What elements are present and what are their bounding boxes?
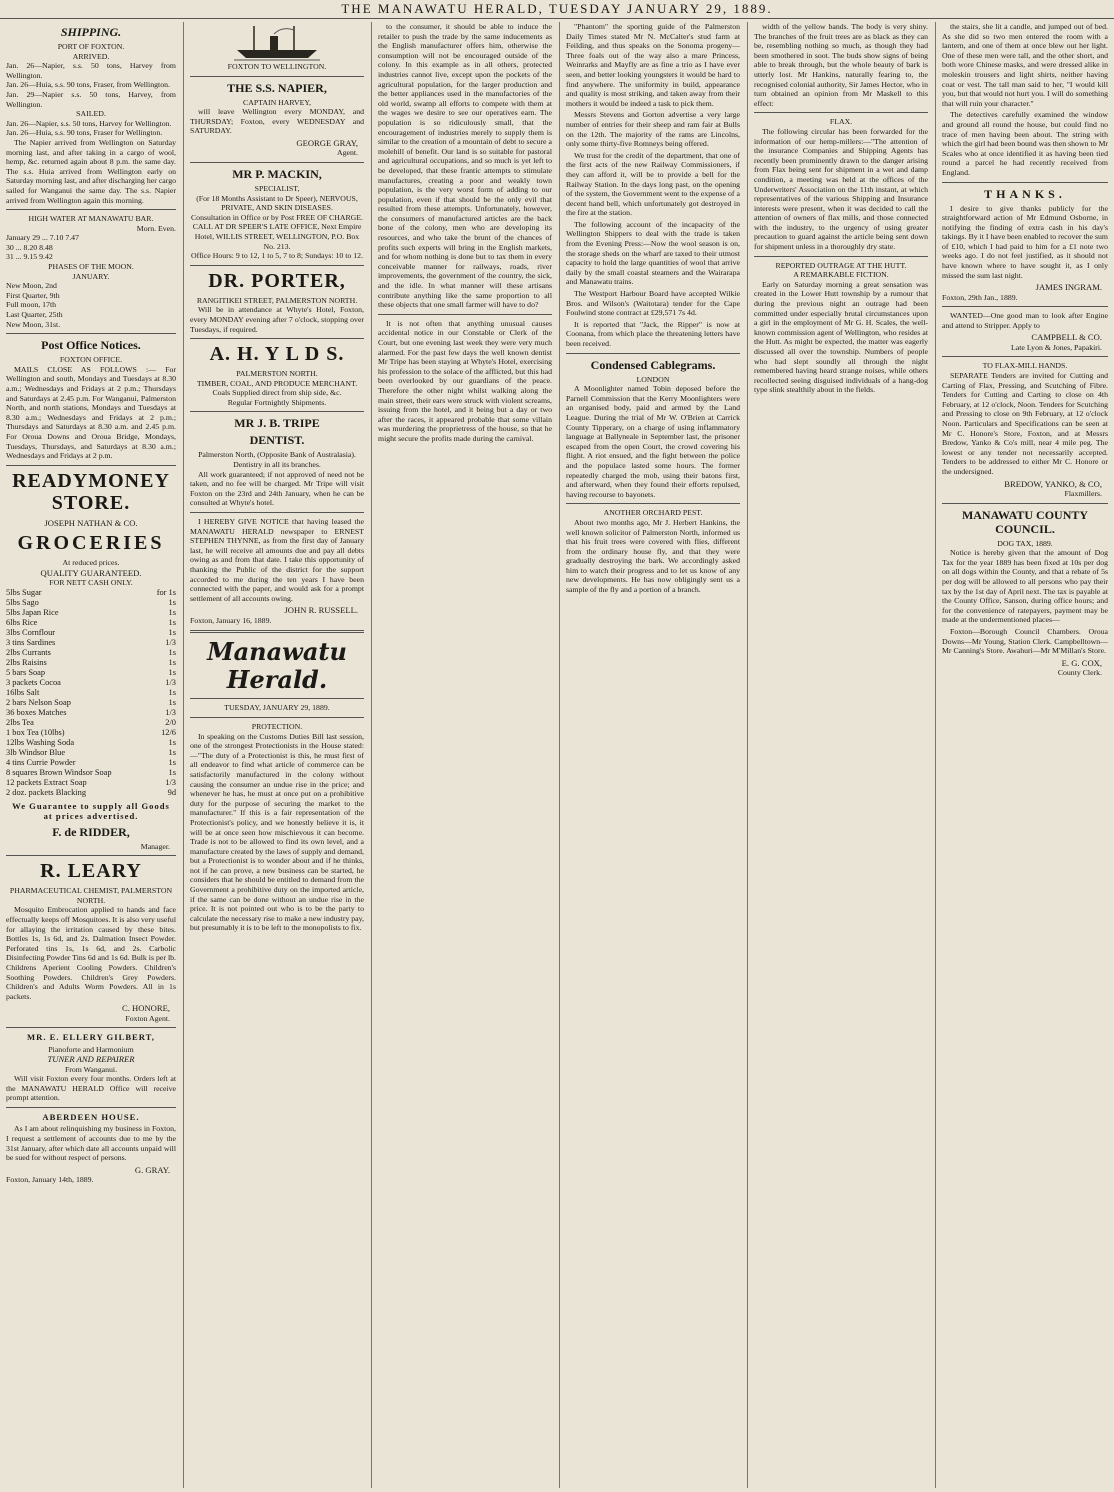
honore-role: Foxton Agent. bbox=[125, 1013, 170, 1023]
column-2 bbox=[190, 22, 364, 1488]
steamship-icon bbox=[232, 22, 322, 62]
price-value: 1s bbox=[168, 757, 176, 767]
hylds-text: Regular Fortnightly Shipments. bbox=[227, 397, 327, 407]
price-item: 2 bars Nelson Soap bbox=[6, 697, 71, 707]
price-row bbox=[6, 608, 176, 618]
outrage-sub: A REMARKABLE FICTION. bbox=[793, 270, 889, 280]
flax-hands-title: TO FLAX-MILL HANDS. bbox=[982, 361, 1068, 371]
leary-text: Mosquito Embrocation applied to hands and face effectually keeps off Mosquitoes. It is also very useful for allaying the irritation caused by these bites. Bottles 1s, 1s 6d, and 2s. Dalmation Insect Powder. Perforated tins 1s, 1s 6d, and 2s. Carbolic Disinfecting Powder Tins 6d and 1s 6d. Bulk is per lb. Childrens Aperient Cooling Powders. Children's Soothing Powders. Children's Grey Powders. Children's and Adults Worm Powders. All in 1s packets. bbox=[6, 905, 176, 1001]
column-rule bbox=[935, 22, 936, 1488]
column-rule bbox=[747, 22, 748, 1488]
price-row bbox=[6, 598, 176, 608]
column-rule bbox=[183, 22, 184, 1488]
column-5 bbox=[754, 22, 928, 1488]
price-value: 1/3 bbox=[165, 707, 176, 717]
price-row bbox=[6, 588, 176, 598]
price-item: 5lbs Japan Rice bbox=[6, 607, 59, 617]
aberdeen-title: ABERDEEN HOUSE. bbox=[42, 1112, 140, 1123]
price-row bbox=[6, 738, 176, 748]
price-item: 3lbs Cornflour bbox=[6, 627, 56, 637]
price-row bbox=[6, 718, 176, 728]
price-item: 2lbs Tea bbox=[6, 717, 34, 727]
column-rule bbox=[559, 22, 560, 1488]
leary-sub: PHARMACEUTICAL CHEMIST, PALMERSTON NORTH. bbox=[9, 886, 173, 905]
council-role: County Clerk. bbox=[1057, 668, 1102, 678]
gilbert-tune: TUNER AND REPAIRER bbox=[47, 1054, 135, 1065]
napier-captain: CAPTAIN HARVEY, bbox=[243, 97, 311, 107]
post-title: Post Office Notices. bbox=[41, 338, 141, 353]
price-row bbox=[6, 708, 176, 718]
hylds-name: A. H. Y L D S. bbox=[209, 343, 345, 366]
price-row bbox=[6, 758, 176, 768]
price-row bbox=[6, 748, 176, 758]
flax-title: FLAX. bbox=[829, 117, 853, 127]
honore-name: C. HONORE, bbox=[122, 1003, 170, 1014]
moon-phase: New Moon, 2nd bbox=[6, 281, 57, 291]
flax-hands-sig: BREDOW, YANKO, & CO, bbox=[1004, 478, 1102, 489]
column-rule bbox=[371, 22, 372, 1488]
flax-hands-text: SEPARATE Tenders are invited for Cutting and Carting of Flax, Pressing, and Scutching of Fibre. Tenders for Cutting and Carting to close on 4th February, at 12 o'clock, Noon. Tenders for Scutching and Pressing to close on 9th February, at 12 o'clock Noon. Particulars and Specifications can be seen at Mr C. Honore's Store, Foxton, and at Messrs Bredow, Yanko & Co's mill, near 4 mile peg. The lowest or any tender not necessarily accepted. Tenders to be addressed to either Mr C. Honore or the undersigned. bbox=[942, 371, 1108, 476]
price-item: 1 box Tea (10lbs) bbox=[6, 727, 65, 737]
price-item: 8 squares Brown Windsor Soap bbox=[6, 767, 112, 777]
council-sig: E. G. COX, bbox=[1061, 657, 1102, 668]
price-value: 1s bbox=[168, 657, 176, 667]
council-places: Foxton—Borough Council Chambers. Oroua Downs—Mr Young, Station Clerk. Campbelltown—Mr Canning's Store. Awahuri—Mr M'Millan's Store. bbox=[942, 626, 1108, 656]
price-row bbox=[6, 678, 176, 688]
dateline: TUESDAY, JANUARY 29, 1889. bbox=[224, 703, 330, 713]
price-value: 1s bbox=[168, 697, 176, 707]
aberdeen-text: As I am about relinquishing my business in Foxton, I request a settlement of accounts due to me by the 31st January, after which date all accounts unpaid will be sued for without respect of persons. bbox=[6, 1124, 176, 1163]
porter-name: DR. PORTER, bbox=[208, 269, 346, 292]
thanks-date: Foxton, 29th Jan., 1889. bbox=[942, 292, 1018, 302]
price-row bbox=[6, 768, 176, 778]
napier-sig: GEORGE GRAY, bbox=[296, 137, 358, 148]
moon-month: JANUARY. bbox=[72, 271, 110, 281]
price-item: 5lbs Sugar bbox=[6, 587, 42, 597]
price-value: 1s bbox=[168, 647, 176, 657]
tripe-addr: Palmerston North, (Opposite Bank of Australasia). bbox=[198, 450, 356, 460]
price-item: 4 tins Currie Powder bbox=[6, 757, 76, 767]
article-text: The following account of the incapacity of the Wellington Shippers to deal with the trade is taken from the Evening Press:—Now the wool season is on, the storage sheds on the wharf are taxed to their utmost capacity to hold the large quantities of wool that arrive daily by the small coastal steamers and the Wairarapa and Manawatu trains. bbox=[566, 219, 740, 287]
moon-phase: Full moon, 17th bbox=[6, 300, 57, 310]
price-value: 1s bbox=[168, 627, 176, 637]
nathan-name: JOSEPH NATHAN & CO. bbox=[44, 517, 138, 528]
price-value: 1s bbox=[168, 597, 176, 607]
arrival-entry: Jan. 26—Huia, s.s. 90 tons, Fraser, from Wellington. bbox=[6, 80, 170, 90]
flax-hands-role: Flaxmillers. bbox=[1064, 488, 1102, 498]
price-item: 3lb Windsor Blue bbox=[6, 747, 66, 757]
leary-name: R. LEARY bbox=[40, 860, 142, 883]
newspaper-nameplate: Manawatu Herald. bbox=[207, 637, 347, 695]
napier-title: THE S.S. NAPIER, bbox=[227, 80, 327, 95]
price-row bbox=[6, 648, 176, 658]
mackin-hours: Office Hours: 9 to 12, 1 to 5, 7 to 8; Sundays: 10 to 12. bbox=[190, 251, 364, 261]
ridder-name: F. de RIDDER, bbox=[52, 824, 130, 839]
price-row bbox=[6, 658, 176, 668]
wanted-sub: Late Lyon & Jones, Papakiri. bbox=[1011, 342, 1102, 352]
nett-line: FOR NETT CASH ONLY. bbox=[49, 578, 133, 588]
napier-text: will leave Wellington every MONDAY, and THURSDAY; Foxton, every WEDNESDAY and SATURDAY. bbox=[190, 107, 364, 136]
article-text: width of the yellow bands. The body is very shiny. The branches of the fruit trees are as black as they can be, resembling nothing so much, as though they had been smothered in soot. The buds show signs of being able to break through, but the whole beauty of bark is utterly lost. Mr Hankins, naturally fearing to, the recognised colonial authority, Sir James Hector, who in turn obtained an opinion from Mr Maskell to this effect: bbox=[754, 22, 928, 108]
column-3 bbox=[378, 22, 552, 1488]
port-name: PORT OF FOXTON. bbox=[57, 42, 125, 51]
council-text: Notice is hereby given that the amount of Dog Tax for the year 1889 has been fixed at 10s per dog on all dogs within the County, and that a rebate of 5s per dog will be allowed to all persons who pay their tax by the 1st day of April next. The tax is payable at the County Office, Sanson, during office hours; and for the convenience of ratepayers, payment may be made at the undermentioned places— bbox=[942, 548, 1108, 625]
napier-role: Agent. bbox=[336, 148, 358, 158]
groceries-heading: GROCERIES bbox=[17, 532, 165, 555]
mackin-text: (For 18 Months Assistant to Dr Speer), NERVOUS, PRIVATE, AND SKIN DISEASES. bbox=[196, 193, 358, 213]
thanks-title: THANKS. bbox=[984, 186, 1066, 201]
gilbert-from: From Wanganui. bbox=[64, 1064, 118, 1074]
price-row bbox=[6, 668, 176, 678]
orchard-title: ANOTHER ORCHARD PEST. bbox=[603, 508, 703, 518]
council-title: MANAWATU COUNTY COUNCIL. bbox=[961, 507, 1089, 536]
tripe-text: All work guaranteed; if not approved of need not be taken, and no fee will be charged. Mr Tripe will visit Foxton on the 23rd and 24th January, when he can be consulted at Whyte's hotel. bbox=[190, 469, 364, 508]
price-item: 5lbs Sago bbox=[6, 597, 39, 607]
mackin-name: MR P. MACKIN, bbox=[232, 166, 322, 181]
article-text: Messrs Stevens and Gorton advertise a very large number of entries for their sheep and ram fair at Bulls on the 12th. The majority of the rams are Lincolns, only some thirty-five Romneys being offered. bbox=[566, 110, 740, 149]
orchard-text: About two months ago, Mr J. Herbert Hankins, the well known solicitor of Palmerston North, informed us that his fruit trees were covered with flies, different from the ordinary house fly, and that they were gradually destroying the bark. We accordingly asked him to watch their progress and to let us know of any new developments. He has now obligingly sent us a sample of the fly and a portion of a branch. bbox=[566, 517, 740, 595]
protection-text: In speaking on the Customs Duties Bill last session, one of the strongest Protectionists in the House stated:—"The duty of a Protectionist is this, he must first of all endeavor to find what article of commerce can be satisfactorily manufactured in the colony without causing the consumer an undue rise in the price; and whenever he has, he must at once put on a prohibitive duty for the purpose of securing the market to the manufacturer." If this is a fair representation of the Protectionist's policy, and we honestly believe it is, it will be at once seen how mischievous it can become. Trade is not to be allowed to find its own level, and a manufacture created by the laws of supply and demand, but a Protectionist is to wonder about and if he thinks, not if he can prove, a new business can be started, he considers that he should be entitled to demand from the Government a prohibitive duty on the imported article, if the same can be done without an undue rise in the price. It is not pointed out who is to be the party to calculate the necessary rise to make a new industry pay, but presumably it is to be left to the monopolists to fix. bbox=[190, 731, 364, 933]
price-item: 12 packets Extract Soap bbox=[6, 777, 87, 787]
post-text: MAILS CLOSE AS FOLLOWS :— For Wellington and south, Mondays and Tuesdays at 8.30 a.m.; Wednesdays and Fridays at 2 p.m.; Thursdays and Saturdays at 2.45 p.m. For Wanganui, Palmerston North, and north stations, Mondays and Tuesdays at 8.30 a.m.; Wednesdays and Fridays at 2 p.m.; Thursdays and Saturdays at 8.30 a.m. and 2.45 p.m. For Oroua Downs and Oroua Bridge, Mondays, Tuesdays, Thursdays, and Saturdays at 8.30 a.m.; Wednesdays and Fridays at 2 p.m. bbox=[6, 364, 176, 461]
price-value: 1/3 bbox=[165, 637, 176, 647]
wanted-text: WANTED—One good man to look after Engine and attend to Stripper. Apply to bbox=[942, 311, 1108, 330]
price-item: 3 tins Sardines bbox=[6, 637, 56, 647]
cable-title: Condensed Cablegrams. bbox=[590, 357, 716, 372]
price-value: 1/3 bbox=[165, 777, 176, 787]
guarantee-line: We Guarantee to supply all Goods at prices advertised. bbox=[12, 800, 170, 822]
mackin-text: Consultation in Office or by Post FREE OF CHARGE. bbox=[190, 212, 364, 222]
sailing-entry: Jan. 26—Napier, s.s. 50 tons, Harvey for Wellington. bbox=[6, 118, 172, 128]
mackin-sub: SPECIALIST, bbox=[254, 183, 300, 193]
price-value: 1s bbox=[168, 747, 176, 757]
price-item: 36 boxes Matches bbox=[6, 707, 67, 717]
price-item: 2lbs Raisins bbox=[6, 657, 47, 667]
moon-phase: Last Quarter, 25th bbox=[6, 310, 63, 320]
quality-line: QUALITY GUARANTEED. bbox=[40, 567, 142, 578]
arrived-list bbox=[6, 61, 176, 109]
price-value: 1s bbox=[168, 737, 176, 747]
price-list bbox=[6, 588, 176, 798]
article-text: The Westport Harbour Board have accepted Wilkie Bros. and Wilson's (Waitotara) tender for the Cape Foulwind stone contract at £29,571 7s 4d. bbox=[566, 289, 740, 318]
price-value: for 1s bbox=[156, 587, 176, 597]
price-item: 2 doz. packets Blacking bbox=[6, 787, 87, 797]
hylds-text: Coals Supplied direct from ship side, &c. bbox=[212, 388, 342, 398]
hylds-addr: PALMERSTON NORTH. bbox=[236, 369, 318, 379]
tripe-text: Dentistry in all its branches. bbox=[233, 460, 321, 470]
shipping-note: The Napier arrived from Wellington on Saturday morning last, and after taking in a cargo of wool, hemp, &c. returned again about 8 p.m. the same day. The s.s. Huia arrived from Wellington early on Saturday morning last, and after discharging her cargo sailed for Wanganui the same day. The s.s. Napier arrived from Wellington again this morning. bbox=[6, 137, 176, 205]
sailing-entry: Jan. 26—Huia, s.s. 90 tons, Fraser for Wellington. bbox=[6, 128, 163, 138]
price-value: 12/6 bbox=[161, 727, 176, 737]
gilbert-sub: Pianoforte and Harmonium bbox=[48, 1044, 134, 1054]
flax-text: The following circular has been forwarded for the information of our hemp-millers:—"The attention of the insurance Companies and Shipping Agents has recently been prominently drawn to the danger arising from Flax being sent for shipment in a wet and damp condition, a meeting was held at the offices of the Underwriters' Association on the 11th instant, at which representatives of the various Shipping and Insurance interests were present, when it was decided to call the attention of owners of flax mills, and those connected with the industry, to the urgency of using greater precaution to guard against the article being sent down for shipment unless in a thoroughly dry state. bbox=[754, 126, 928, 252]
price-row bbox=[6, 788, 176, 798]
article-text: We trust for the credit of the department, that one of the first acts of the new Railway Commissioners, if they can afford it, will be to provide a bell for the Railway Station. In the days long past, on the opening of the system, the Government went to the expense of a decent hand bell, which unfortunately got destroyed in the fire at the station. bbox=[566, 150, 740, 218]
arrival-entry: Jan. 29—Napier s.s. 50 tons, Harvey, from Wellington. bbox=[6, 89, 176, 109]
price-item: 3 packets Cocoa bbox=[6, 677, 61, 687]
ridder-role: Manager. bbox=[140, 841, 170, 851]
thanks-sig: JAMES INGRAM. bbox=[1035, 282, 1102, 293]
article-text: It is reported that "Jack, the Ripper" is now at Coonana, from which place the threatening letters have been received. bbox=[566, 319, 740, 348]
ship-caption: FOXTON TO WELLINGTON. bbox=[227, 62, 327, 71]
post-sub: FOXTON OFFICE. bbox=[59, 355, 123, 365]
cable-text: A Moonlighter named Tobin deposed before the Parnell Commission that the Kerry Moonlighters were an organised body, paid and armed by the Land League. During the trial of Mr W. O'Brien at Carrick County Tipperary, on a charge of using inflammatory language at Ballyneale in September last, the prisoner escaped from the open Court, the crowd covering his flight. A riot ensued, and the fight between the police and the populace lasted some hours. The former repeatedly charged the mob, using their batons first, and afterward, when they found their efforts repulsed, having recourse to bayonets. bbox=[566, 384, 740, 499]
price-item: 5 bars Soap bbox=[6, 667, 46, 677]
notice-sig: JOHN R. RUSSELL. bbox=[284, 605, 358, 616]
notice-date: Foxton, January 16, 1889. bbox=[190, 615, 272, 625]
reduced-line: At reduced prices. bbox=[62, 558, 120, 568]
porter-addr: RANGITIKEI STREET, PALMERSTON NORTH. bbox=[196, 295, 358, 305]
price-item: 2lbs Currants bbox=[6, 647, 51, 657]
price-value: 1s bbox=[168, 607, 176, 617]
gilbert-name: MR. E. ELLERY GILBERT, bbox=[27, 1032, 155, 1043]
wanted-sig: CAMPBELL & CO. bbox=[1031, 332, 1102, 343]
sailed-label: SAILED. bbox=[76, 109, 106, 119]
price-value: 1s bbox=[168, 687, 176, 697]
page-masthead: THE MANAWATU HERALD, TUESDAY JANUARY 29, 1889. bbox=[0, 0, 1114, 19]
column-4 bbox=[566, 22, 740, 1488]
article-text: The detectives carefully examined the window and ground all round the house, but could find no trace of men having been about. The string with which the girl had been bound was then shown to Mr Scales who at once identified it as having been tied round a parcel he had recently received from England. bbox=[942, 110, 1108, 177]
price-item: 12lbs Washing Soda bbox=[6, 737, 75, 747]
high-water-row: 31 ... 9.15 9.42 bbox=[6, 252, 53, 262]
article-text: to the consumer, it should be able to induce the retailer to push the trade by the same inducements as the English manufacturer offers him, otherwise the consumption will not be encouraged outside of the colony. In this example as in all others, protected industries cannot live, except upon the pockets of the agricultural population, for the larger production and the better appliances used in the manufactories of the old world, swamp all efforts to compete with them at the wages we desire to see our operatives earn. The population is so ridiculously small, that the encouragement of industries merely to supply them is similar to the creation of a mountain of debt to secure a molehill of benefit. Our land is so suitable for pastoral and agricultural occupations, and so much is yet left to be developed, that these frantic attempts to stimulate manufactures, creating a poor and weakly town population, is the very worst form of adding to our population, even if that should be the only evil that resulted from these attempts. Unfortunately, however, the consumers of manufactured articles are the back bone of the colony, men who are developing its resources, and who take the brunt of the chances of profits such experts will bring in the English markets, and for whom nothing is done but to tax them in every conceivable manner for railways, roads, river improvements, the government of the country, the sick, and the idle. In what manner will these artisans contribute anything like the same proportion to all these objects that one small farmer will have to do? bbox=[378, 22, 552, 310]
thanks-text: I desire to give thanks publicly for the straightforward action of Mr Edmund Osborne, in notifying the finding of extra cash in his day's takings. By it I have been enabled to recover the sum of £10, which I had paid to him for a £1 note two weeks ago. I do not feel justified, as it should not have known where to have sought it, as I only missed the sum last night. bbox=[942, 203, 1108, 280]
price-row bbox=[6, 628, 176, 638]
high-water-row: January 29 ... 7.10 7.47 bbox=[6, 233, 79, 243]
aberdeen-sig: G. GRAY. bbox=[134, 1164, 170, 1175]
column-6 bbox=[942, 22, 1108, 1488]
price-row bbox=[6, 728, 176, 738]
high-water-head: Morn. Even. bbox=[136, 223, 176, 233]
price-value: 1/3 bbox=[165, 677, 176, 687]
readymoney-heading: READYMONEY STORE. bbox=[12, 469, 170, 514]
price-row bbox=[6, 618, 176, 628]
price-value: 9d bbox=[167, 787, 176, 797]
arrival-entry: Jan. 26—Napier, s.s. 50 tons, Harvey from Wellington. bbox=[6, 61, 176, 80]
moon-phase: First Quarter, 9th bbox=[6, 290, 60, 300]
column-1 bbox=[6, 22, 176, 1488]
price-value: 2/0 bbox=[165, 717, 176, 727]
tripe-name: MR J. B. TRIPE bbox=[234, 416, 320, 431]
price-value: 1s bbox=[168, 667, 176, 677]
price-row bbox=[6, 638, 176, 648]
gilbert-text: Will visit Foxton every four months. Orders left at the MANAWATU HERALD Office will receive prompt attention. bbox=[6, 1074, 176, 1103]
price-item: 6lbs Rice bbox=[6, 617, 38, 627]
shipping-title: SHIPPING. bbox=[60, 25, 122, 39]
outrage-text: Early on Saturday morning a great sensation was created in the Lower Hutt township by a rumour that during the previous night an outrage had been committed under especially brutal circumstances upon a girl in the employment of Mr G. H. Scales, the well-known commission agent of Wellington, who resides at the Hutt. As might be expected, the matter was eagerly discussed all over the township. Numbers of people who had slept soundly all through the night remembered having heard strange noises, while others recollected seeing disguised individuals of a hang-dog type slink stealthily about in the fields. bbox=[754, 279, 928, 395]
article-text: the stairs, she lit a candle, and jumped out of bed. As she did so two men entered the room with a lantern, and one of them at once blew out her light. One of these men were tall, and the other short, and both wore Chinese masks, and were dressed alike in moleskin trousers and light shirts, neither having coat or vest. The tall man said to her, "I would kill you, but that would not hurt you. I will do something that will ruin your character." bbox=[942, 22, 1108, 108]
council-sub: DOG TAX, 1889. bbox=[997, 538, 1053, 548]
high-water-row: 30 ... 8.20 8.48 bbox=[6, 242, 53, 252]
arrived-label: ARRIVED. bbox=[72, 51, 110, 61]
price-row bbox=[6, 778, 176, 788]
article-text: It is not often that anything unusual causes accidental notice in our Constable or Clerk of the Court, but one evening last week they were very much alarmed. For the past few days the well known dentist Mr Tripe has been staying at Whyte's Hotel, exercising his profession to the solace of the afflicted, but this had been overlooked by our guardians of the peace. Therefore the other night whilst walking along the main street, their ears were struck with violent screams, issuing from the hotel, and it being but a day or two after the races, it appeared probable that some villain was murdering the proprietress of the house, so that he might secure the profits made during the carnival. bbox=[378, 318, 552, 443]
price-row bbox=[6, 688, 176, 698]
article-text: "Phantom" the sporting guide of the Palmerston Daily Times stated Mr N. McCalter's stud farm at Feilding, and thus speaks on the Sonoma progeny—Three foals out of the way also a mare Princess, Weinrarks and Mayfly are as fine a trio as I have ever seen, and better looking youngsters it would be hard to find anywhere. The uniformity in build, appearance and quality is most striking, and taken away from their mothers it would be indeed a task to pick them. bbox=[566, 22, 740, 108]
tripe-title: DENTIST. bbox=[249, 433, 305, 448]
moon-phase: New Moon, 31st. bbox=[6, 319, 61, 329]
notice-text: I HEREBY GIVE NOTICE that having leased the MANAWATU HERALD newspaper to ERNEST STEPHEN THYNNE, as from the first day of January last, he will receive all amounts due and pay all debts owing as and from that date. I take this opportunity of thanking the Public of the district for the support accorded to me during the ten years I have been connected with the paper, and would ask for a prompt settlement of all accounts owing. bbox=[190, 517, 364, 603]
protection-title: PROTECTION. bbox=[251, 721, 303, 731]
mackin-call: CALL AT DR SPEER'S LATE OFFICE, Next Empire Hotel, WILLIS STREET, WELLINGTON, P.O. Box No. 213. bbox=[192, 222, 362, 251]
cable-place: LONDON bbox=[636, 374, 670, 384]
moon-title: PHASES OF THE MOON. bbox=[48, 262, 134, 272]
aberdeen-date: Foxton, January 14th, 1889. bbox=[6, 1175, 94, 1185]
hylds-text: TIMBER, COAL, AND PRODUCE MERCHANT. bbox=[196, 378, 358, 388]
price-value: 1s bbox=[168, 617, 176, 627]
outrage-title: REPORTED OUTRAGE AT THE HUTT. bbox=[775, 260, 907, 270]
porter-text: Will be in attendance at Whyte's Hotel, Foxton, every MONDAY evening after 7 o'clock, stopping over Tuesdays, if required. bbox=[190, 305, 364, 334]
price-row bbox=[6, 698, 176, 708]
high-water-title: HIGH WATER AT MANAWATU BAR. bbox=[28, 214, 154, 224]
price-item: 16lbs Salt bbox=[6, 687, 40, 697]
price-value: 1s bbox=[168, 767, 176, 777]
